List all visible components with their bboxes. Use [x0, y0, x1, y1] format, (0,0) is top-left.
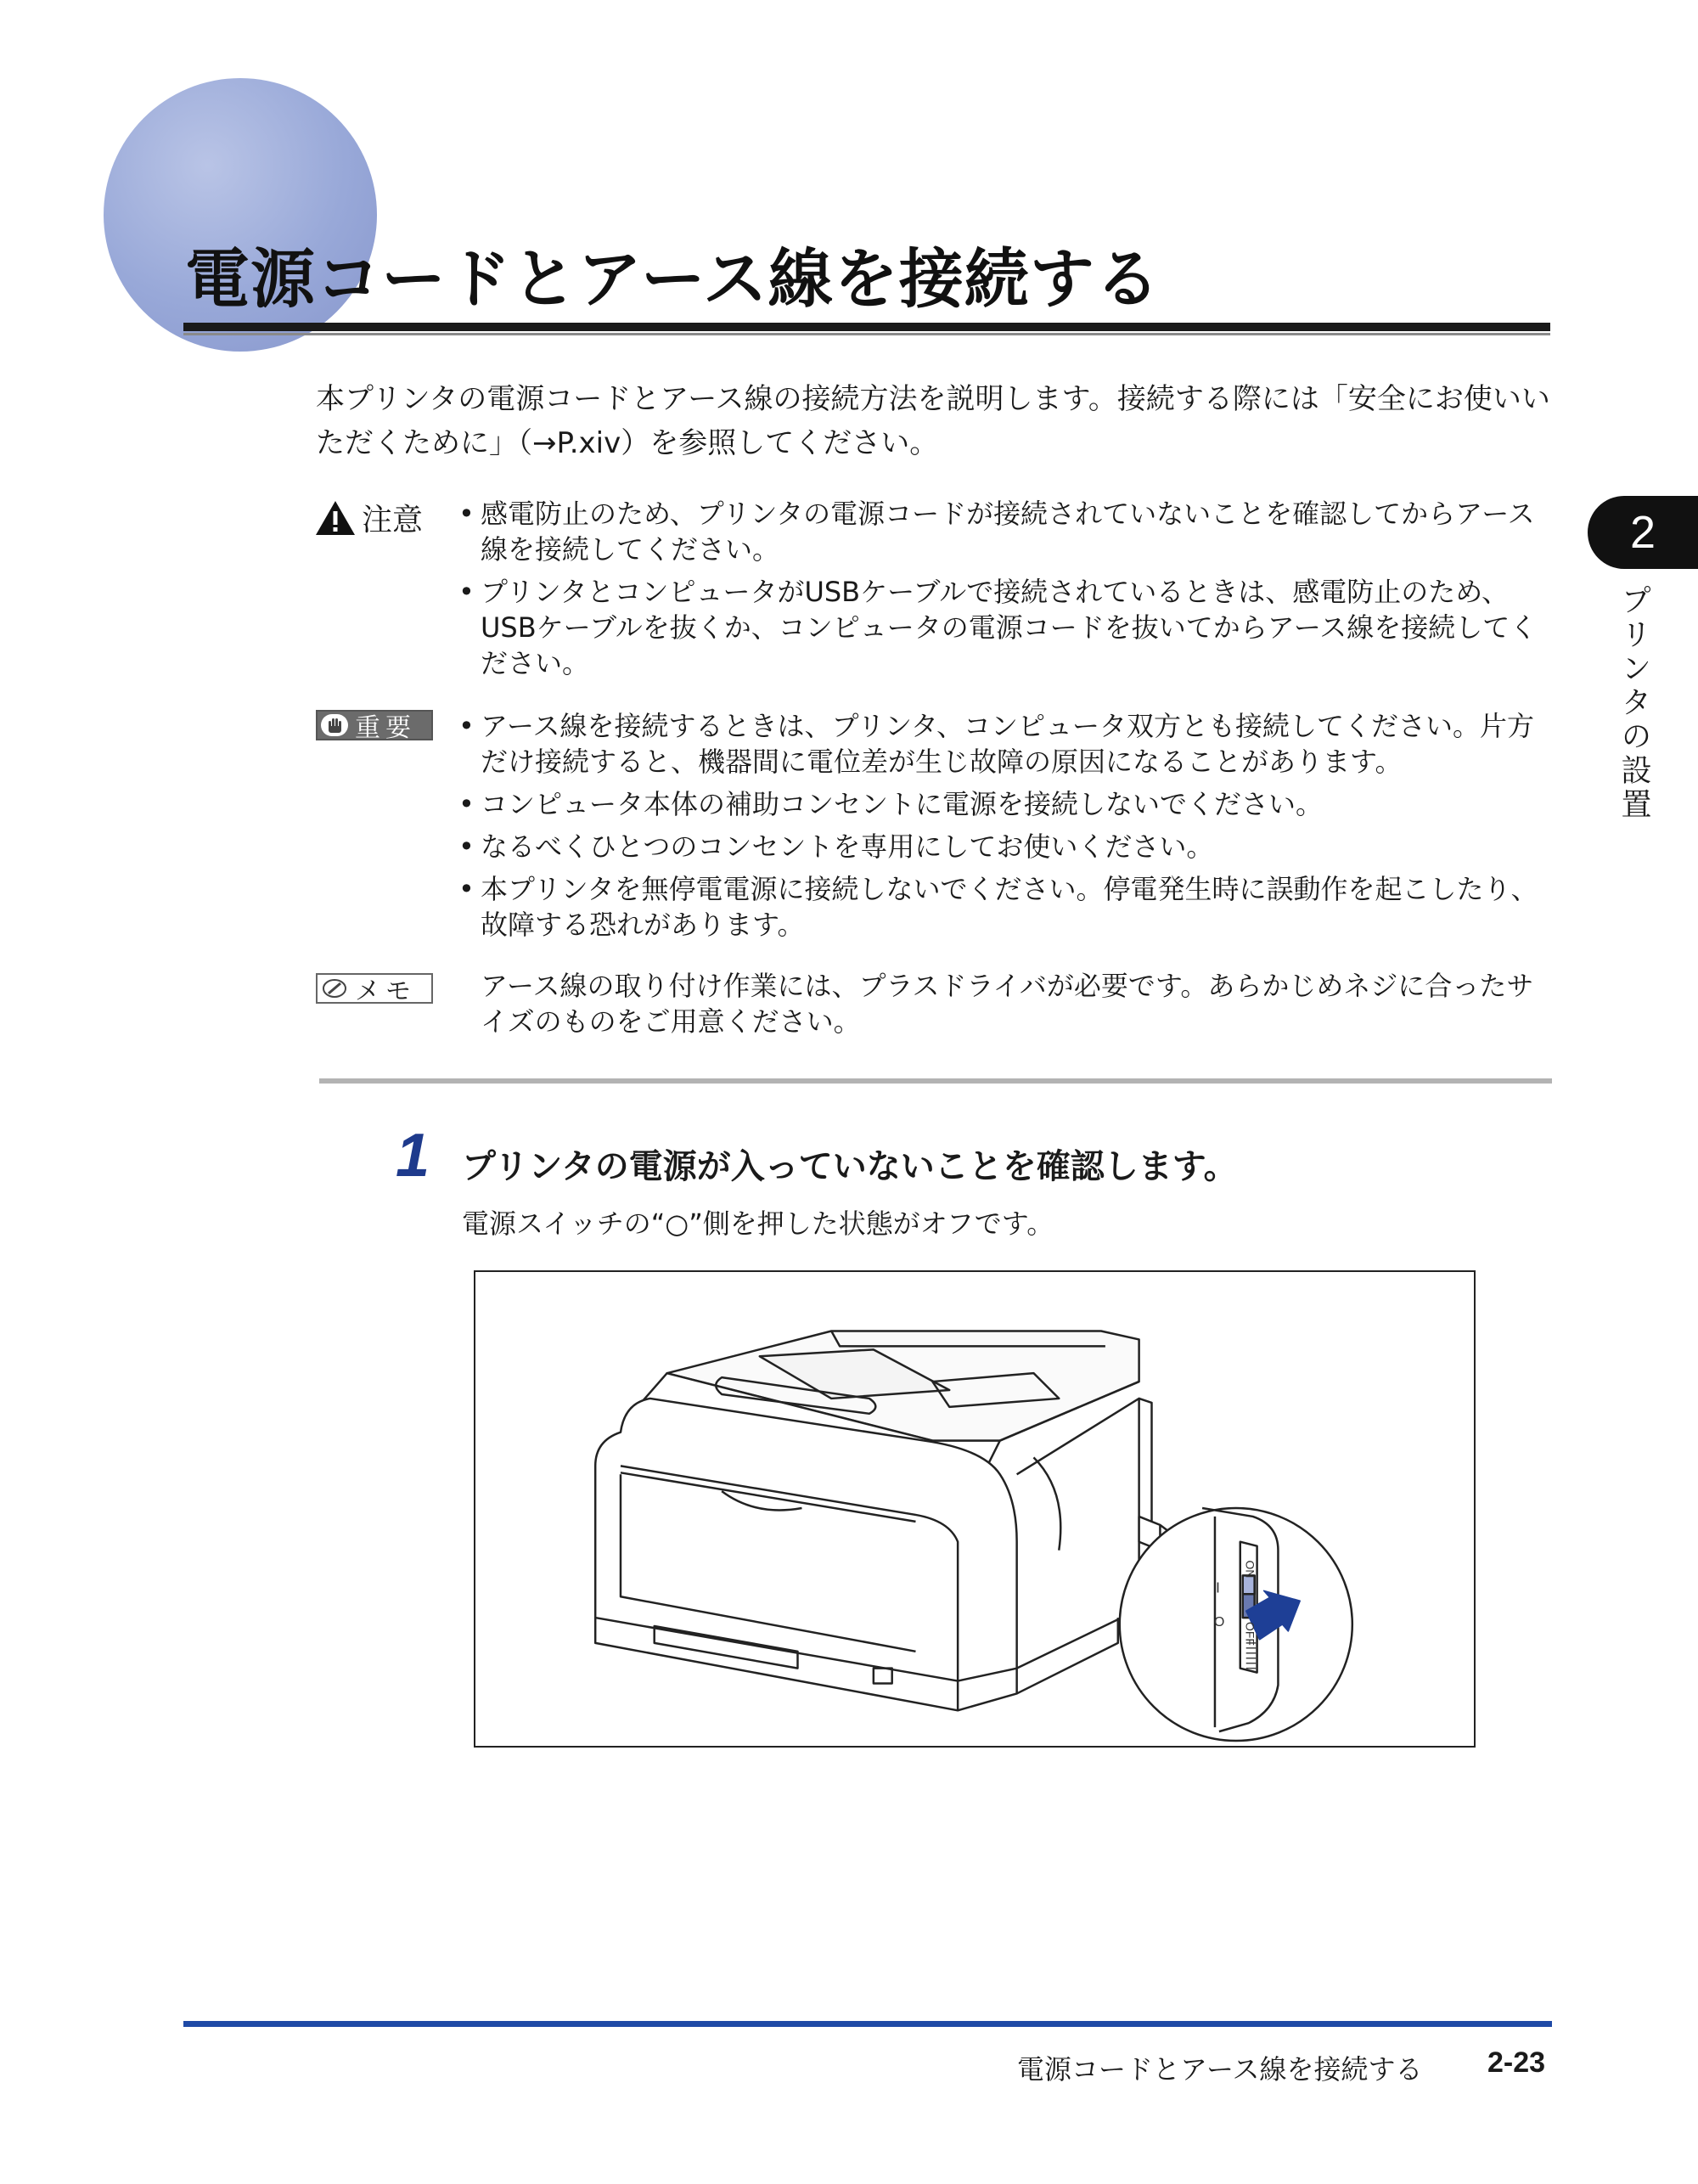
- caution-item: • プリンタとコンピュータがUSBケーブルで接続されているときは、感電防止のため、USBケーブルを抜くか、コンピュータの電源コードを抜いてからアース線を接続してください。: [458, 574, 1558, 681]
- switch-on-mark: I: [1215, 1579, 1220, 1596]
- important-label-text: 重要: [355, 713, 416, 743]
- step-description: 電源スイッチの“○”側を押した状態がオフです。: [462, 1207, 1054, 1240]
- pencil-icon: [321, 977, 348, 999]
- chapter-tab: 2: [1588, 496, 1698, 569]
- footer-section-title: 電源コードとアース線を接続する: [1017, 2053, 1423, 2085]
- intro-paragraph: 本プリンタの電源コードとアース線の接続方法を説明します。接続する際には「安全にお使いいただくために」（→P.xiv）を参照してください。: [316, 382, 1550, 460]
- warning-icon: [314, 499, 357, 537]
- switch-off-label: OFF: [1243, 1622, 1257, 1646]
- footer-rule: [183, 2021, 1552, 2027]
- switch-on-label: ON: [1243, 1560, 1257, 1579]
- important-item: • コンピュータ本体の補助コンセントに電源を接続しないでください。: [458, 786, 1558, 822]
- title-underline-thin: [183, 333, 1550, 335]
- page-title: 電源コードとアース線を接続する: [185, 241, 1161, 317]
- title-underline: [183, 323, 1550, 331]
- memo-badge: [316, 973, 433, 1004]
- caution-label-text: 注意: [362, 503, 424, 538]
- hand-icon: [321, 714, 348, 736]
- section-divider: [319, 1078, 1552, 1084]
- chapter-title-vertical: プリンタの設置: [1616, 584, 1651, 822]
- memo-text: アース線の取り付け作業には、プラスドライバが必要です。あらかじめネジに合ったサイズのものをご用意ください。: [481, 970, 1534, 1038]
- switch-off-mark: O: [1213, 1615, 1225, 1630]
- printer-illustration: [474, 1270, 1476, 1748]
- important-item: • 本プリンタを無停電電源に接続しないでください。停電発生時に誤動作を起こしたり、故障する恐れがあります。: [458, 871, 1558, 943]
- important-item: • アース線を接続するときは、プリンタ、コンピュータ双方とも接続してください。片方だけ接続すると、機器間に電位差が生じ故障の原因になることがあります。: [458, 708, 1558, 780]
- switch-callout: [1120, 1508, 1352, 1741]
- caution-item: • 感電防止のため、プリンタの電源コードが接続されていないことを確認してからアース線を接続してください。: [458, 496, 1558, 567]
- caution-label: [314, 496, 423, 539]
- important-list: [458, 708, 1558, 949]
- caution-list: [458, 496, 1558, 688]
- page-number: 2-23: [1487, 2046, 1546, 2079]
- step-title: プリンタの電源が入っていないことを確認します。: [462, 1147, 1238, 1186]
- step-number: 1: [396, 1122, 430, 1190]
- printer-drawing: [595, 1331, 1151, 1711]
- important-badge: [316, 710, 433, 743]
- memo-label-text: メモ: [355, 977, 416, 1006]
- important-item: • なるべくひとつのコンセントを専用にしてお使いください。: [458, 829, 1558, 864]
